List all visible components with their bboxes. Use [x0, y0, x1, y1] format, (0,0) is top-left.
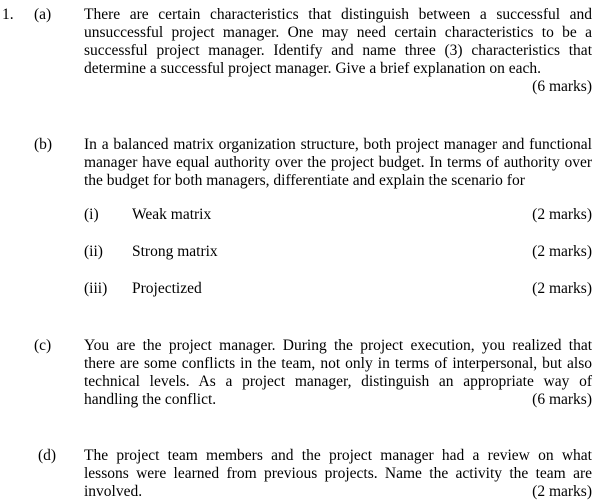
part-a-line-2: unsuccessful project manager. One may need certain characteristics to be a [84, 24, 592, 41]
part-a-line-4: determine a successful project manager. Give a brief explanation on each. [84, 60, 542, 77]
subpart-ii-marks: (2 marks) [532, 243, 592, 260]
question-number: 1. [2, 6, 14, 23]
part-c-line-2: there are some conflicts in the team, not only in terms of interpersonal, but also [84, 355, 592, 372]
part-c-label: (c) [34, 337, 52, 354]
part-a-text [84, 6, 592, 78]
part-b-line-1: In a balanced matrix organization structure, both project manager and functional [84, 136, 592, 153]
part-d-line-1: The project team members and the project manager had a review on what [84, 447, 592, 464]
part-c-marks: (6 marks) [532, 391, 592, 408]
subpart-iii-marks: (2 marks) [532, 280, 592, 297]
part-d-marks: (2 marks) [532, 483, 592, 500]
part-d-line-3: involved. [84, 483, 143, 500]
part-b-line-2: manager have equal authority over the project budget. In terms of authority over [84, 154, 592, 171]
part-c-text [84, 337, 592, 409]
part-d-text [84, 447, 592, 501]
subpart-ii-label: (ii) [84, 243, 103, 260]
part-c-line-3: technical levels. As a project manager, distinguish an appropriate way of [84, 373, 592, 390]
part-a-line-1: There are certain characteristics that distinguish between a successful and [84, 6, 592, 23]
part-d-line-2: lessons were learned from previous projects. Name the activity the team are [84, 465, 592, 482]
subpart-i-label: (i) [84, 206, 99, 223]
part-b-text [84, 136, 592, 190]
subpart-iii-text: Projectized [132, 280, 202, 297]
subpart-iii-label: (iii) [84, 280, 108, 297]
subpart-ii-text: Strong matrix [132, 243, 218, 260]
part-b-label: (b) [34, 136, 53, 153]
part-a-line-3: successful project manager. Identify and name three (3) characteristics that [84, 42, 592, 59]
part-a-marks: (6 marks) [532, 78, 592, 95]
part-c-line-4: handling the conflict. [84, 391, 217, 408]
subpart-i-text: Weak matrix [132, 206, 212, 223]
part-a-label: (a) [34, 6, 52, 23]
part-d-label: (d) [38, 447, 57, 464]
subpart-i-marks: (2 marks) [532, 206, 592, 223]
part-b-line-3: the budget for both managers, differentiate and explain the scenario for [84, 172, 525, 189]
part-c-line-1: You are the project manager. During the project execution, you realized that [84, 337, 592, 354]
